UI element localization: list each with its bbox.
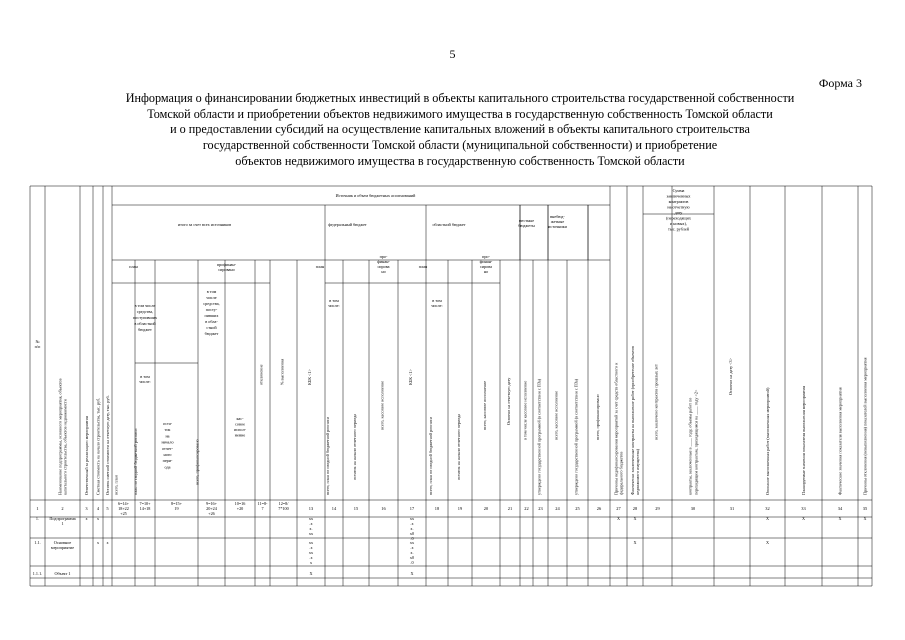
- resp-header: Ответственный за реализацию мероприятия: [84, 416, 89, 495]
- plan-label: план: [418, 264, 428, 269]
- financed-label: сирова: [377, 264, 390, 269]
- incl-label: в том: [140, 374, 150, 379]
- form-label: Форма 3: [818, 76, 862, 90]
- actual-contracts-header: недвижимого имущества): [635, 448, 640, 495]
- col-number: 20: [483, 506, 489, 511]
- table-grid: [30, 186, 872, 586]
- extra-approved-label: утверждено государственной программой (в соответствии с ПЗа): [536, 378, 542, 495]
- contracts-current-header: контракты, заключенные в ____ году, объемы работ по: [687, 397, 693, 495]
- incl-label: в том: [432, 298, 442, 303]
- incl-funds-label: в обла-: [205, 319, 218, 324]
- col-number: 17: [409, 506, 415, 511]
- row-mark: X: [765, 516, 770, 521]
- row-number: 1.1.1.: [32, 571, 43, 576]
- deviation-label: отклонение: [258, 364, 264, 385]
- col-number: 7=10+: [139, 501, 151, 506]
- cash-label: совое: [235, 421, 245, 427]
- row-name: Основное: [53, 540, 72, 545]
- col-number: 5: [106, 506, 109, 511]
- incl-label: числе:: [328, 303, 340, 308]
- row-number: 1.: [35, 516, 40, 521]
- sources-title: Источник и объем бюджетных ассигнований: [335, 193, 416, 198]
- col-number: 13: [308, 506, 314, 511]
- incl-funds-label: в том: [206, 289, 217, 294]
- reg-plan-label: всего, план по сводной бюджетной росписи: [428, 417, 433, 495]
- no-header: п/п: [34, 344, 41, 349]
- rest-label: ода: [164, 464, 171, 470]
- row-mark: X: [309, 571, 313, 576]
- reason-header: Причины недофинансирования мероприятий за счет средств областного и: [613, 362, 619, 495]
- incl-label: числе:: [139, 379, 151, 384]
- rest-label: на: [165, 433, 170, 439]
- col-number: 12=8/: [278, 501, 289, 506]
- row-mark: X: [633, 516, 637, 521]
- local-approved-label: Освоено на отчетную дату: [506, 377, 511, 425]
- col-number: 11=8-: [257, 501, 268, 506]
- col-number: 28: [632, 506, 638, 511]
- row-mark: x: [309, 560, 313, 565]
- incl-label: в том: [329, 298, 339, 303]
- sum-contracts-header: заключенных: [666, 193, 691, 199]
- fed-cash-label: всего, кассовое исполнение: [379, 380, 385, 430]
- title-line: Информация о финансировании бюджетных инвестиций в объекты капитального строительства государственной собственности: [125, 91, 795, 105]
- col-number: 25: [575, 506, 580, 511]
- row-mark: xx: [308, 531, 314, 536]
- incl-funds-label: поступивших: [132, 315, 158, 320]
- row-mark: x.: [309, 526, 313, 531]
- col-number: 22: [524, 506, 529, 511]
- col-number: 3: [85, 506, 88, 511]
- incl-funds-label: числе: [206, 295, 217, 300]
- incl-funds-label: бюджет: [204, 331, 219, 336]
- row-mark: x: [106, 540, 109, 545]
- reason-header: федерального бюджетов: [618, 451, 624, 495]
- row-mark: x0: [409, 555, 415, 560]
- sum-contracts-header: контрактов: [668, 199, 689, 204]
- col-number: 6=14+: [117, 501, 130, 506]
- col-number: 7: [261, 506, 264, 511]
- col-number: 27: [616, 506, 621, 511]
- group-regional: областной бюджет: [432, 222, 466, 227]
- col-number: 30: [690, 506, 696, 511]
- col-number: 33: [801, 506, 806, 511]
- col-number: 2: [61, 506, 64, 511]
- pct-label: % выполнения: [279, 358, 285, 385]
- fed-rest-label: остаток на начало отчетного периода: [352, 413, 357, 480]
- title-line: Томской области и приобретении объектов недвижимого имущества в государственную собственность Томской области: [147, 106, 773, 121]
- row-mark: .0: [410, 560, 414, 565]
- col-number: 1: [36, 506, 39, 511]
- actual-header: Фактические значения показателя выполнения мероприятия: [837, 387, 843, 495]
- sum-contracts-header: и новых),: [670, 221, 687, 226]
- sum-contracts-header: тыс. рублей: [668, 226, 689, 232]
- extra-fin-label: всего, профинансировано: [595, 394, 600, 440]
- local-cash-label: в том числе кассовое исполнение: [522, 380, 528, 440]
- col-number: 15: [353, 506, 359, 511]
- row-mark: .0: [410, 536, 414, 541]
- row-mark: X: [863, 516, 867, 521]
- row-name: 1: [61, 521, 64, 526]
- description-header: Описание выполненных работ (выполненных мероприятий): [765, 387, 770, 495]
- rest-label: оста-: [162, 421, 173, 426]
- col-number: 4: [96, 506, 100, 511]
- col-number: 8=15+: [170, 501, 183, 506]
- incl-funds-label: пивших: [204, 313, 219, 318]
- row-mark: xx: [308, 516, 314, 521]
- cash-label: кас-: [236, 416, 244, 421]
- no-header: №: [35, 339, 40, 344]
- kbk-label: КБК <1>: [307, 369, 312, 385]
- financed-label: сирова: [479, 264, 493, 269]
- col-number: 21: [507, 506, 513, 511]
- row-mark: .x: [309, 555, 313, 560]
- row-mark: .x: [309, 545, 313, 550]
- group-local: местные: [518, 218, 535, 223]
- group-federal: федеральный бюджет: [328, 222, 367, 227]
- group-extra: жетные: [550, 219, 565, 224]
- page-number: 5: [449, 47, 456, 61]
- col-number: 19: [457, 506, 463, 511]
- col-number: +25: [120, 511, 127, 516]
- group-total: итого за счет всех источников: [177, 222, 232, 227]
- reg-rest-label: остаток на начало отчетного периода: [456, 413, 461, 480]
- row-mark: x: [96, 516, 100, 521]
- incl-funds-label: посту-: [205, 307, 218, 312]
- budget-obl-label: план по сводной бюджетной росписи: [133, 428, 138, 495]
- group-extra: источники: [548, 224, 567, 229]
- col-number: 18+22: [118, 506, 129, 511]
- col-number: 7*100: [278, 506, 289, 511]
- rest-header: Остаток сметной стоимости на отчетную дату, тыс. руб.: [105, 395, 110, 495]
- col-number: 18: [434, 506, 440, 511]
- row-name: мероприятие: [50, 545, 75, 550]
- col-number: 14: [331, 506, 337, 511]
- incl-funds-label: стной: [206, 325, 217, 330]
- col-number: 16: [381, 506, 386, 511]
- total-plan-label: всего, план: [113, 475, 119, 495]
- row-mark: .x: [410, 521, 414, 526]
- incl-funds-label: средства,: [203, 301, 220, 306]
- incl-funds-label: бюджет: [138, 327, 152, 332]
- row-mark: X: [633, 540, 637, 545]
- financed-label: но: [483, 269, 489, 274]
- col-number: 20+24: [206, 506, 217, 511]
- row-number: 1.1.: [34, 540, 41, 545]
- row-mark: X: [838, 516, 842, 521]
- row-mark: xx: [308, 550, 314, 555]
- incl-funds-label: в том числе: [134, 303, 156, 308]
- financed-label: финан-: [479, 259, 493, 264]
- row-mark: x0: [409, 531, 415, 536]
- actual-contracts-header: Фактически заключенные контракты на выполнение работ (приобретение объектов: [630, 346, 635, 495]
- group-local: бюджеты: [518, 223, 535, 228]
- fed-plan-label: всего, план по сводной бюджетной росписи: [325, 417, 330, 495]
- rest-label: пери-: [162, 458, 173, 464]
- contracts-current-header: переходящим контрактам, приходящимся на ____ году <2>: [693, 389, 699, 495]
- row-mark: x: [96, 540, 100, 545]
- financed-label: но: [381, 269, 386, 274]
- contracts-total-label: всего, заключено контрактов прошлых лет: [653, 364, 659, 440]
- sum-contracts-header: Сумма: [672, 188, 685, 193]
- row-mark: X: [801, 516, 806, 521]
- title-line: объектов недвижимого имущества в государственную собственность Томской области: [235, 153, 685, 168]
- table-labels: [33, 188, 868, 576]
- col-number: 26: [596, 506, 602, 511]
- title-line: государственной собственности Томской области (муниципальной собственности) и приобретение: [202, 138, 718, 153]
- rest-label: ного: [163, 452, 172, 457]
- col-number: 14+18: [139, 506, 151, 511]
- sum-contracts-header: (переходящих: [666, 215, 691, 221]
- extra-cash-label: всего, кассовое исполнение: [553, 390, 559, 440]
- rest-label: ток: [164, 427, 171, 433]
- col-number: +26: [208, 511, 215, 516]
- row-mark: x: [85, 516, 88, 521]
- row-name: Объект 1: [54, 571, 71, 576]
- sum-contracts-header: дату: [674, 210, 683, 215]
- plan-label: план: [315, 264, 325, 269]
- col-number: 24: [555, 506, 560, 511]
- extra-approved2-label: утверждено государственной программой (в соответствии с ПЗа): [573, 378, 579, 495]
- rest-label: начало: [161, 439, 174, 445]
- reg-cash-label: всего, кассовое исполнение: [482, 380, 487, 430]
- row-mark: xx: [308, 540, 314, 545]
- row-mark: .x: [410, 545, 414, 550]
- financed-label: профинан-: [216, 262, 237, 267]
- reg-kbk-label: КБК <1>: [408, 369, 413, 385]
- financed-label: про-: [379, 254, 388, 259]
- plan-label: план: [129, 264, 138, 269]
- incl-funds-label: в областной: [134, 321, 156, 326]
- name-header: Наименование подпрограммы, основного мероприятия, объектов: [57, 378, 63, 495]
- col-number: 31: [729, 506, 735, 511]
- col-number: 32: [765, 506, 770, 511]
- incl-label: числе:: [431, 303, 443, 308]
- estimate-header: Сметная стоимость на начало строительства, тыс. руб.: [95, 397, 101, 495]
- rest-label: отчет-: [161, 445, 174, 451]
- name-header: капитального строительства, объектов недвижимости: [62, 399, 68, 495]
- row-mark: X: [616, 516, 621, 521]
- financed-label: про-: [482, 254, 490, 259]
- group-extra: внебюд-: [550, 214, 565, 219]
- col-number: 34: [837, 506, 843, 511]
- completed-label: Освоено на дату <3>: [728, 358, 733, 395]
- col-number: 10=16: [234, 501, 246, 506]
- cash-label: нение: [234, 432, 246, 438]
- title-line: и о предоставлении субсидий на осуществление капитальных вложений в объекты капитального строительства: [170, 122, 750, 137]
- col-number: 29: [655, 506, 660, 511]
- row-mark: x.: [410, 526, 414, 531]
- sum-contracts-header: на отчетную: [667, 204, 690, 210]
- row-mark: X: [410, 571, 414, 576]
- financed-label: сировано: [218, 267, 235, 272]
- col-number: +20: [236, 506, 244, 511]
- reasons-header: Причины отклонения (невыполнения) показателей выполнения мероприятия: [862, 357, 868, 495]
- cash-label: испол-: [234, 427, 246, 432]
- col-number: 9=16+: [205, 501, 218, 506]
- row-mark: .x: [309, 521, 313, 526]
- planned-header: Планируемые значения показателя выполнения мероприятия: [801, 386, 806, 495]
- row-mark: X: [765, 540, 770, 545]
- incl-funds-label: средства,: [136, 309, 154, 314]
- row-mark: x.: [410, 550, 414, 555]
- col-number: 23: [538, 506, 543, 511]
- row-name: Подпрограмма: [49, 516, 76, 521]
- col-number: 35: [862, 506, 868, 511]
- row-mark: xx: [409, 540, 415, 545]
- total-financed-label: всего, профинансировано: [194, 439, 200, 485]
- row-mark: xx: [409, 516, 415, 521]
- col-number: 19: [174, 506, 179, 511]
- financed-label: финан-: [377, 259, 390, 264]
